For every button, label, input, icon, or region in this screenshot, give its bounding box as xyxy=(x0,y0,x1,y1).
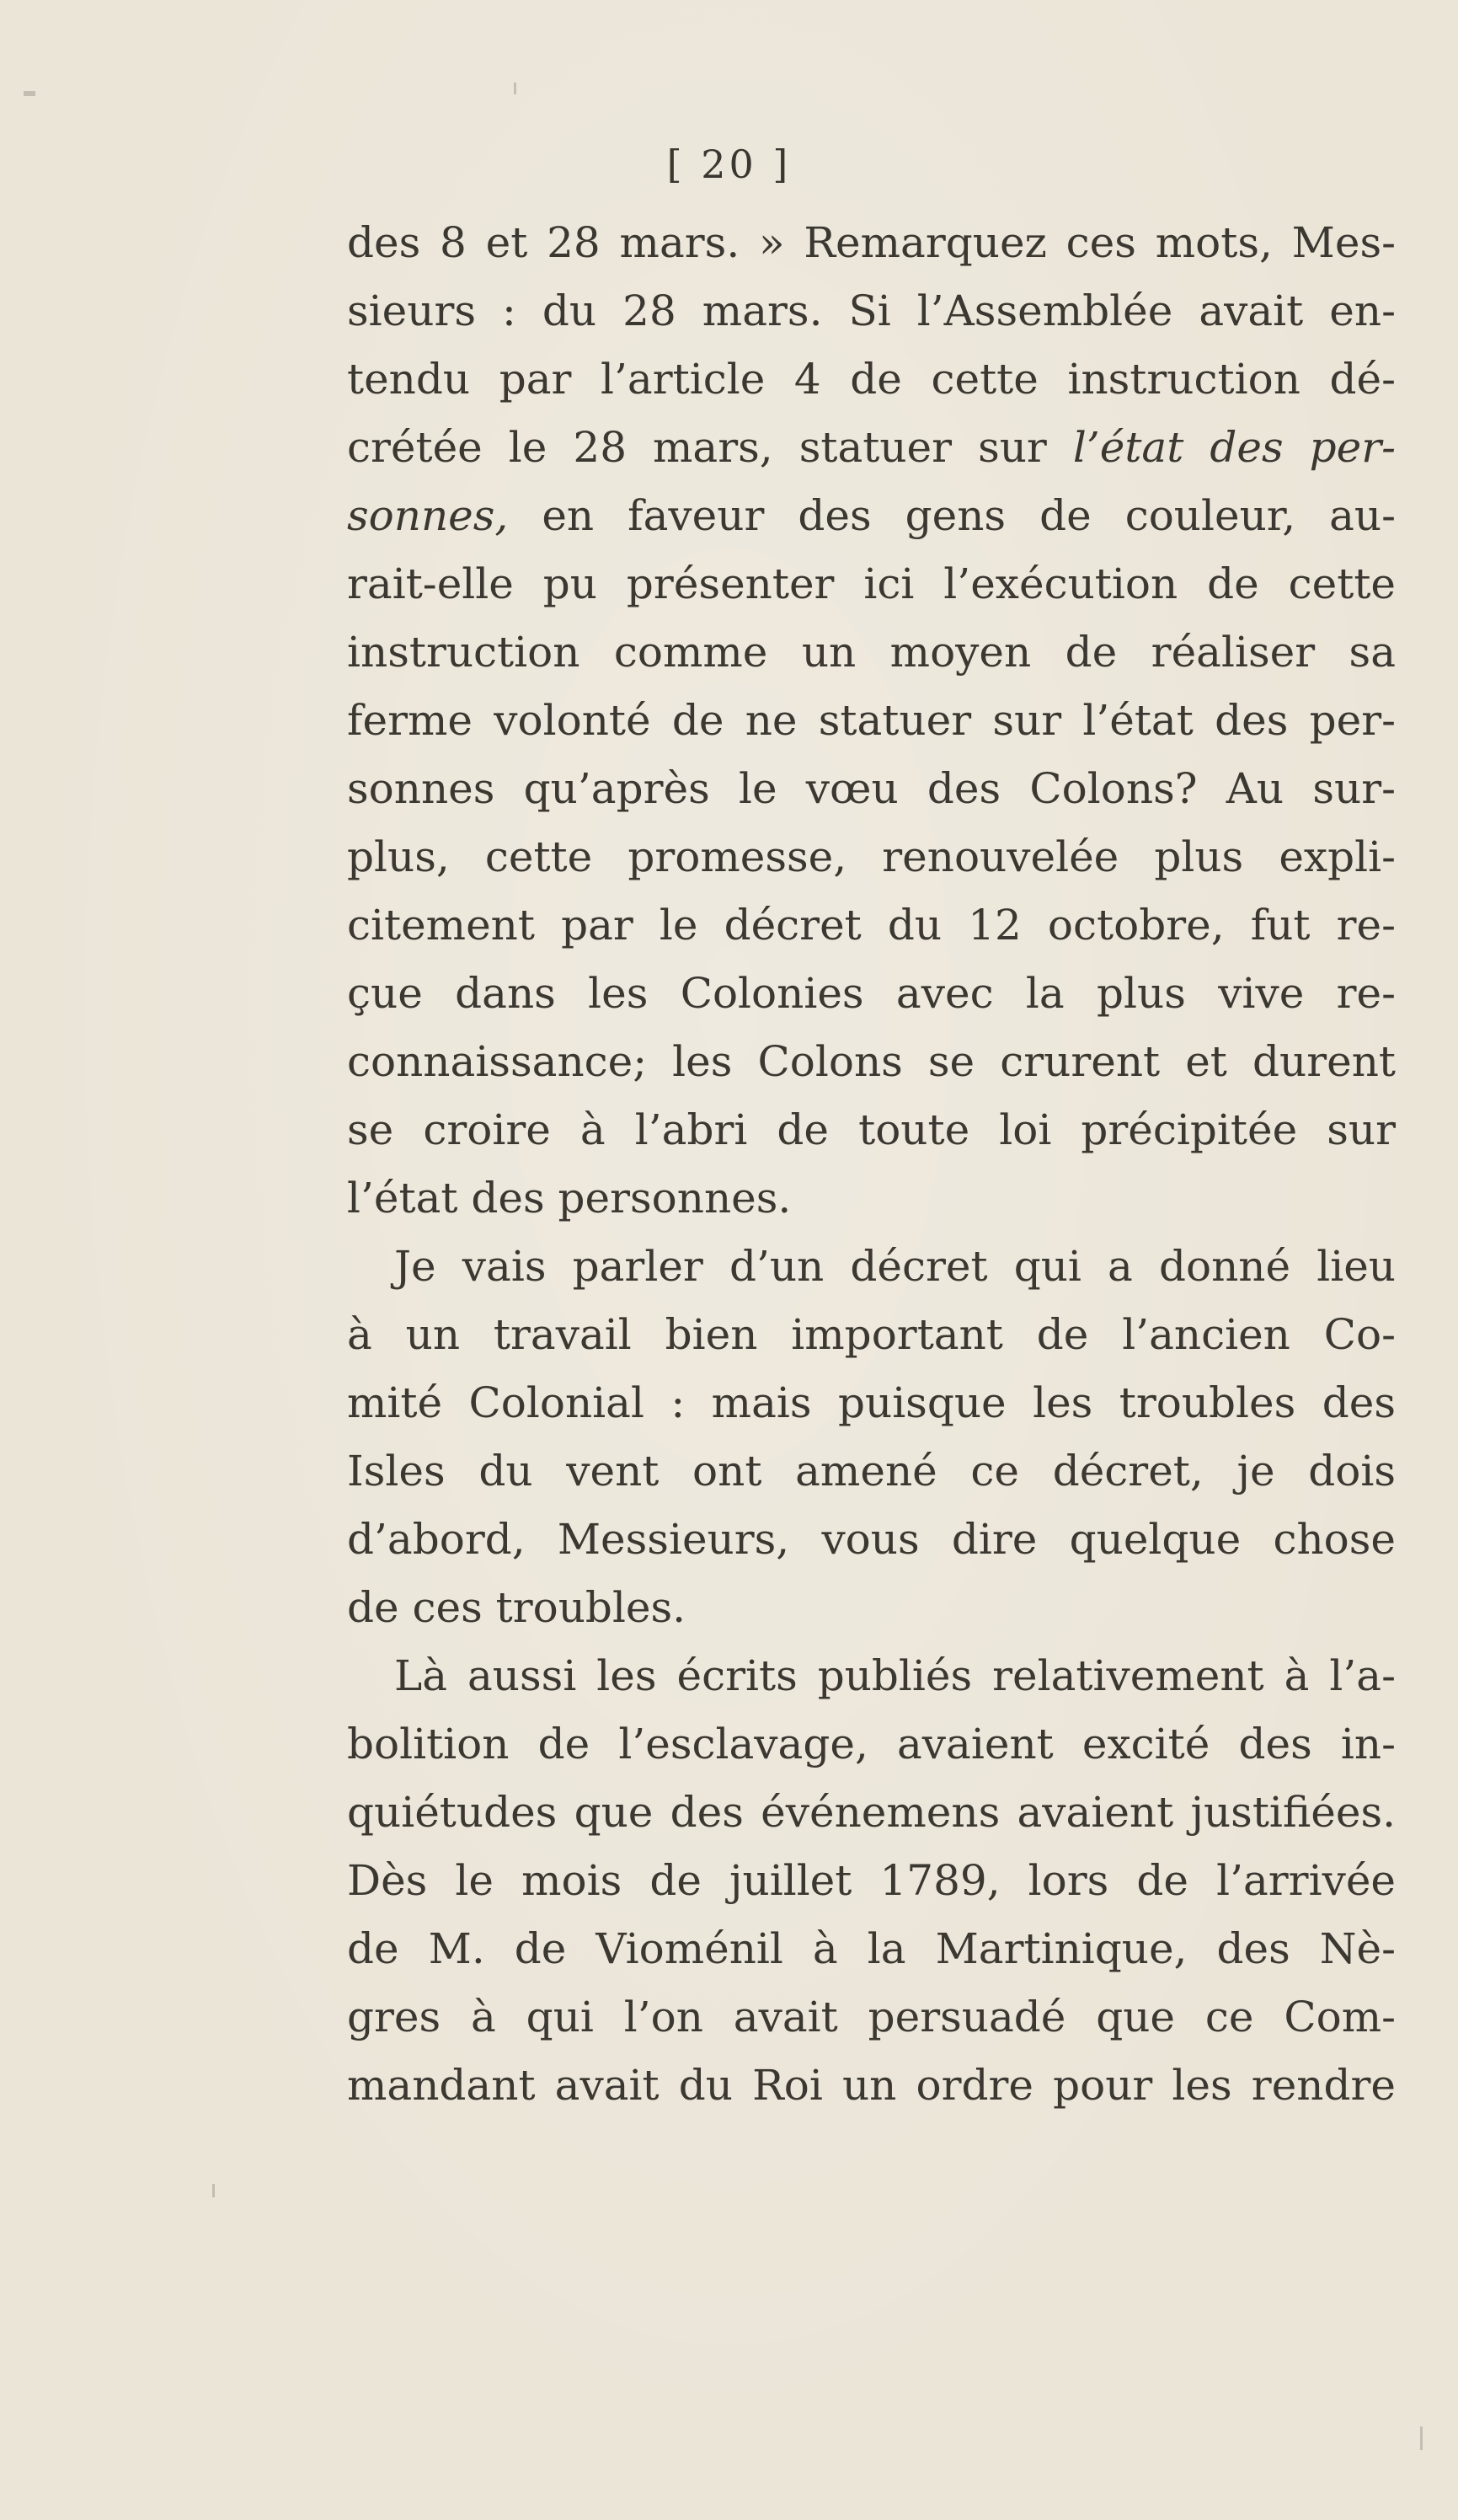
text-run: ferme volonté de ne statuer sur l’état des per- xyxy=(347,696,1396,745)
body-text xyxy=(347,209,1396,2120)
text-line xyxy=(347,1574,1396,1642)
text-run: d’abord, Messieurs, vous dire quelque chose xyxy=(347,1515,1396,1564)
text-run: Là aussi les écrits publiés relativement à l’a- xyxy=(394,1651,1396,1700)
text-run: mandant avait du Roi un ordre pour les rendre xyxy=(347,2061,1396,2110)
text-run: crétée le 28 mars, statuer sur xyxy=(347,423,1073,472)
text-line xyxy=(347,550,1396,618)
text-line xyxy=(347,1301,1396,1369)
text-run: Dès le mois de juillet 1789, lors de l’arrivée xyxy=(347,1856,1396,1905)
paper-speck xyxy=(212,2184,215,2197)
text-run: quiétudes que des événemens avaient justifiées. xyxy=(347,1788,1396,1837)
text-run: sieurs : du 28 mars. Si l’Assemblée avait en- xyxy=(347,286,1396,335)
text-line xyxy=(347,1779,1396,1847)
page-number: [ 20 ] xyxy=(666,142,792,187)
text-line xyxy=(347,1983,1396,2052)
text-line xyxy=(347,482,1396,550)
italic-text-run: sonnes, xyxy=(347,491,509,540)
text-run: Isles du vent ont amené ce décret, je dois xyxy=(347,1447,1396,1495)
text-run: l’état des personnes. xyxy=(347,1174,792,1223)
text-run: de M. de Vioménil à la Martinique, des Nè- xyxy=(347,1924,1396,1973)
text-line xyxy=(347,960,1396,1028)
text-line xyxy=(347,2052,1396,2120)
text-line xyxy=(347,891,1396,960)
text-run: sonnes qu’après le vœu des Colons? Au sur- xyxy=(347,764,1396,813)
text-line xyxy=(347,687,1396,755)
italic-text-run: l’état des per- xyxy=(1072,423,1396,472)
text-line xyxy=(347,414,1396,482)
text-line xyxy=(347,1164,1396,1233)
text-run: rait-elle pu présenter ici l’exécution de cette xyxy=(347,559,1396,608)
text-line xyxy=(347,823,1396,891)
text-line xyxy=(347,1233,1396,1301)
text-run: citement par le décret du 12 octobre, fut re- xyxy=(347,901,1396,950)
text-run: instruction comme un moyen de réaliser sa xyxy=(347,628,1396,677)
paper-speck xyxy=(514,83,516,94)
text-run: plus, cette promesse, renouvelée plus expli- xyxy=(347,832,1396,881)
text-run: gres à qui l’on avait persuadé que ce Com- xyxy=(347,1993,1396,2041)
text-run: Je vais parler d’un décret qui a donné lieu xyxy=(394,1242,1396,1291)
text-run: tendu par l’article 4 de cette instruction dé- xyxy=(347,355,1396,404)
paper-speck xyxy=(1420,2426,1423,2450)
text-line xyxy=(347,1710,1396,1779)
paper-speck xyxy=(24,91,35,96)
text-line xyxy=(347,1915,1396,1983)
text-run: se croire à l’abri de toute loi précipitée sur xyxy=(347,1105,1396,1154)
text-line xyxy=(347,1506,1396,1574)
text-run: bolition de l’esclavage, avaient excité des in- xyxy=(347,1720,1396,1768)
text-line xyxy=(347,1369,1396,1437)
text-line xyxy=(347,1028,1396,1096)
text-run: connaissance; les Colons se crurent et durent xyxy=(347,1037,1396,1086)
text-run: à un travail bien important de l’ancien Co- xyxy=(347,1310,1396,1359)
text-run: mité Colonial : mais puisque les troubles des xyxy=(347,1378,1396,1427)
text-line xyxy=(347,1642,1396,1710)
text-run: des 8 et 28 mars. » Remarquez ces mots, Mes- xyxy=(347,218,1396,267)
text-line xyxy=(347,755,1396,823)
text-line xyxy=(347,1096,1396,1164)
text-run: de ces troubles. xyxy=(347,1583,686,1632)
text-line xyxy=(347,345,1396,414)
text-line xyxy=(347,618,1396,687)
text-line xyxy=(347,209,1396,277)
text-line xyxy=(347,277,1396,345)
text-run: en faveur des gens de couleur, au- xyxy=(508,491,1396,540)
text-run: çue dans les Colonies avec la plus vive re- xyxy=(347,969,1396,1018)
text-line xyxy=(347,1437,1396,1506)
text-line xyxy=(347,1847,1396,1915)
